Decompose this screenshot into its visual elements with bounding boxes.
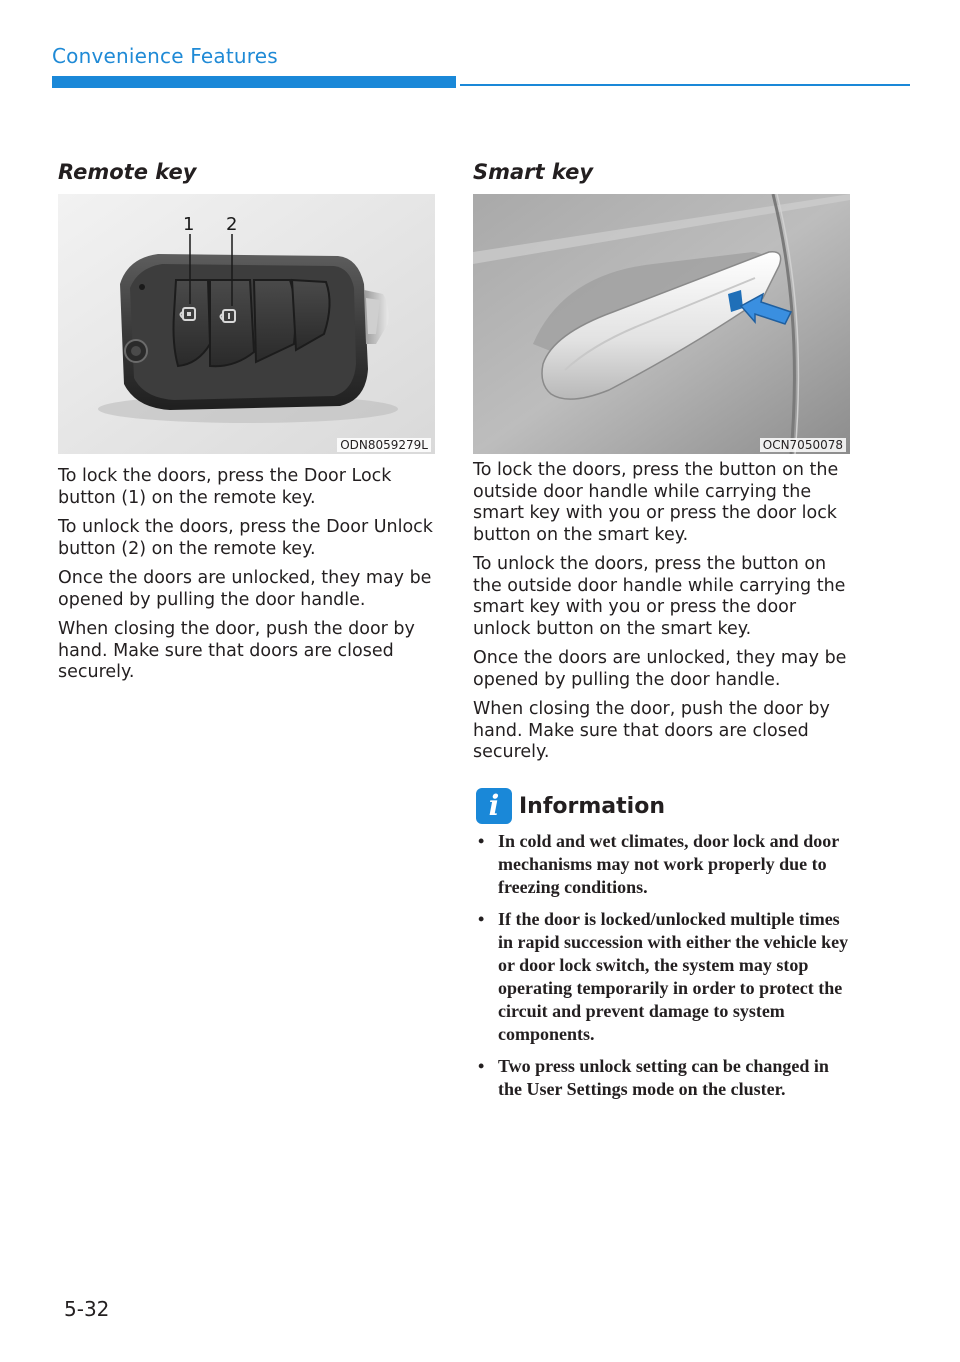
list-item-text: In cold and wet climates, door lock and door mechanisms may not work properly due to freezing conditions. [498,831,839,897]
smart-key-heading: Smart key [473,160,594,184]
figure-code: OCN7050078 [760,438,846,452]
section-header-title: Convenience Features [52,44,278,68]
list-item: • Two press unlock setting can be changed in the User Settings mode on the cluster. [478,1056,829,1099]
list-item: • If the door is locked/unlocked multiple times in rapid succession with either the vehicle key or door lock switch, the system may stop operating temporarily in order to protect the circuit and prevent damage to system components. [478,909,849,1044]
callout-2: 2 [226,214,238,235]
paragraph: When closing the door, push the door by hand. Make sure that doors are closed securely. [473,699,830,762]
paragraph: Once the doors are unlocked, they may be opened by pulling the door handle. [58,568,432,610]
paragraph: To lock the doors, press the button on the outside door handle while carrying the smart key with you or press the door lock button on the smart key. [473,460,839,545]
paragraph: When closing the door, push the door by hand. Make sure that doors are closed securely. [58,619,415,682]
remote-key-illustration [58,194,435,454]
remote-key-heading: Remote key [58,160,197,184]
header-rule [460,84,910,86]
page-number: 5-32 [64,1297,110,1321]
smart-key-text [473,460,855,772]
list-item-text: If the door is locked/unlocked multiple times in rapid succession with either the vehicle key or door lock switch, the system may stop operating temporarily in order to protect the circuit and prevent damage to system components. [498,909,849,1044]
smart-key-figure [473,194,850,454]
door-handle-illustration [473,194,850,454]
remote-key-text [58,466,438,692]
information-label: Information [519,794,665,819]
paragraph: To lock the doors, press the Door Lock button (1) on the remote key. [58,466,392,508]
remote-key-figure [58,194,435,454]
paragraph: Once the doors are unlocked, they may be opened by pulling the door handle. [473,648,847,690]
paragraph: To unlock the doors, press the button on the outside door handle while carrying the smart key with you or press the door unlock button on the smart key. [473,554,846,639]
information-icon: i [476,788,512,824]
list-item-text: Two press unlock setting can be changed in the User Settings mode on the cluster. [498,1056,829,1099]
header-accent-bar [52,76,456,88]
callout-1: 1 [183,214,195,235]
information-list [476,830,856,1110]
figure-code: ODN8059279L [337,438,431,452]
paragraph: To unlock the doors, press the Door Unlock button (2) on the remote key. [58,517,433,559]
list-item: • In cold and wet climates, door lock and door mechanisms may not work properly due to freezing conditions. [478,831,839,897]
